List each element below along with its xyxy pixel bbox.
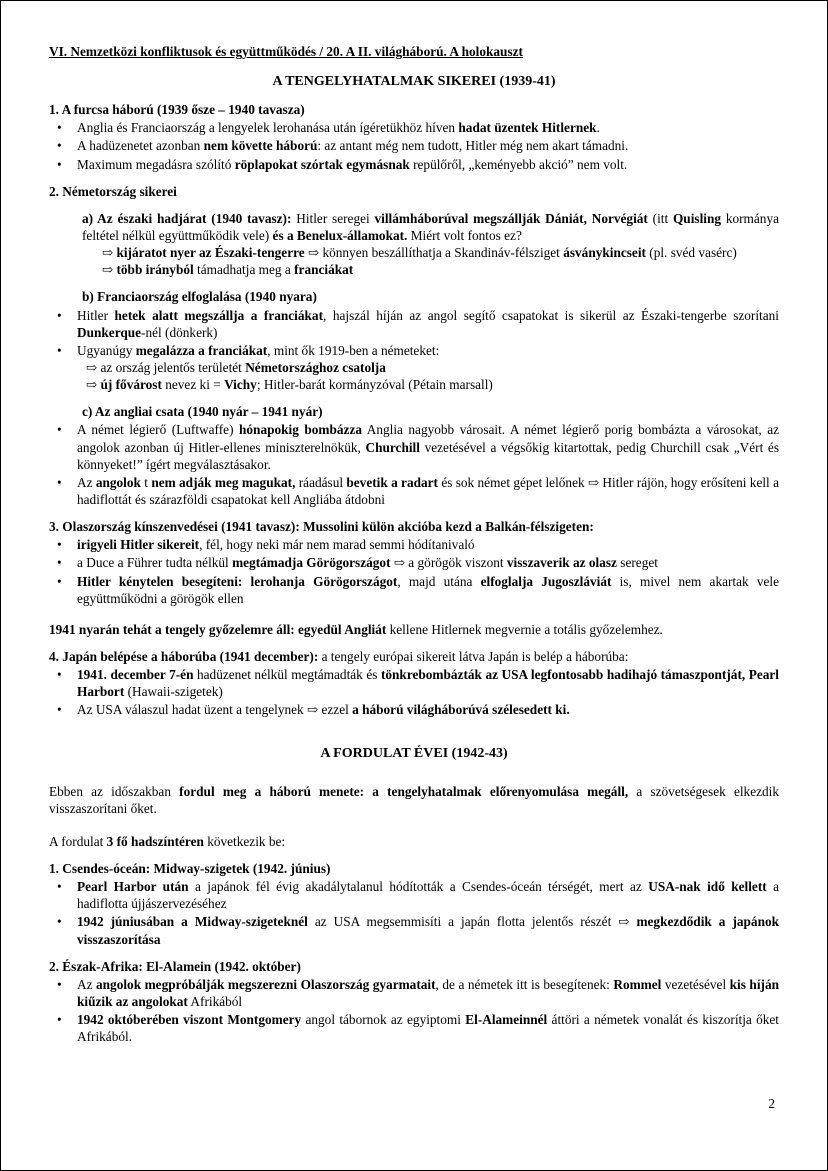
bold-text: több irányból: [116, 262, 194, 278]
body-text: vezetésével: [661, 976, 730, 992]
body-text: Hitler seregei: [291, 210, 375, 226]
body-text: t: [140, 474, 152, 490]
bold-text: a) Az északi hadjárat (1940 tavasz):: [82, 210, 292, 226]
bold-text: 1942 júniusában a Midway-szigeteknél: [77, 914, 308, 930]
body-text: -nél (dönkerk): [141, 324, 218, 340]
bold-text: hetek alatt megszállja a franciákat: [114, 307, 324, 323]
bold-text: és a Benelux-államokat.: [272, 228, 408, 244]
bold-text: Quisling: [672, 210, 722, 226]
arrow-line: [102, 261, 779, 278]
body-text: Az: [77, 976, 97, 992]
bold-text: 3 fő hadszíntéren: [106, 833, 204, 849]
body-text: a tengely európai sikereit látva Japán is belép a háborúba:: [318, 648, 629, 664]
bold-text: 3. Olaszország kínszenvedései (1941 tavasz): Mussolini külön akcióba kezd a Balkán-félszigeten:: [49, 519, 594, 535]
bold-text: angolok: [95, 474, 141, 490]
bold-text: 2. Észak-Afrika: El-Alamein (1942. október): [49, 958, 301, 974]
bold-text: kijáratot nyer az Északi-tengerre: [116, 245, 305, 261]
bold-text: elfoglalja Jugoszláviát: [480, 573, 612, 589]
body-text: (Hawaii-szigetek): [124, 684, 223, 700]
bold-text: megalázza a franciákat: [135, 342, 268, 358]
body-text: a szövetségesek elkezdik visszaszorítani őket.: [49, 783, 780, 816]
body-text: áttöri a németek vonalát és kiszorítja őket Afrikából.: [77, 1012, 779, 1045]
body-text: Hitler: [77, 307, 115, 323]
bullet-icon: •: [57, 573, 62, 589]
bold-text: röplapokat szórtak egymásnak: [234, 156, 410, 172]
body-text: repülőről, „keményebb akció” nem volt.: [409, 156, 628, 172]
bold-text: Hitler kénytelen besegíteni: lerohanja Görögországot: [77, 573, 398, 589]
numbered-heading: [49, 958, 779, 975]
body-text: A hadüzenetet azonban: [77, 138, 204, 154]
bullet-item: [49, 554, 779, 571]
body-text: következik be:: [203, 833, 286, 849]
bold-text: A FORDULAT ÉVEI (1942-43): [320, 745, 508, 761]
bullet-icon: •: [57, 156, 62, 172]
bold-text: USA-nak idő kellett: [648, 879, 767, 895]
bold-text: franciákat: [294, 262, 354, 278]
body-text: és sok német gépet lelőnek ⇨ Hitler rájön, hogy erősíteni kell a hadiflottát és szárazföldi csapatokat kell Angliába átdobni: [77, 474, 779, 507]
bold-text: megtámadja Görögországot: [232, 555, 391, 571]
bold-text: kis híján kiűzik az angolokat: [77, 976, 779, 1009]
bold-text: A TENGELYHATALMAK SIKEREI (1939-41): [272, 74, 556, 90]
body-text: vezetésével a végsőkig kitartottak, pedig Churchill csak „Vért és könnyeket!” ígért megválasztásakor.: [77, 439, 779, 472]
bullet-item: [49, 573, 779, 607]
bold-text: 1. A furcsa háború (1939 ősze – 1940 tavasza): [49, 102, 305, 118]
bold-text: hadat üzentek Hitlernek: [458, 120, 597, 136]
bold-text: El-Alameinnél: [465, 1012, 548, 1028]
page-number: 2: [768, 1095, 775, 1111]
body-text: Afrikából: [187, 994, 243, 1009]
body-text: sereget: [616, 555, 658, 571]
body-text: ⇨ az ország jelentős területét: [86, 360, 246, 376]
document-header: VI. Nemzetközi konfliktusok és együttműködés / 20. A II. világháború. A holokauszt: [49, 44, 523, 59]
bullet-item: [49, 878, 779, 912]
bullet-icon: •: [57, 976, 62, 992]
body-text: Ugyanúgy: [77, 342, 136, 358]
bold-text: 1942 októberében viszont Montgomery: [77, 1012, 302, 1028]
numbered-heading: [49, 101, 779, 118]
body-text: , fél, hogy neki már nem marad semmi hódítanivaló: [199, 537, 475, 553]
bullet-icon: •: [57, 914, 62, 930]
bullet-item: [49, 666, 779, 700]
document-body: [49, 73, 779, 1045]
bold-text: 1. Csendes-óceán: Midway-szigetek (1942. június): [49, 861, 331, 877]
body-text: is, mivel nem akartak vele együttműködni a görögök ellen: [77, 573, 780, 606]
body-text: kormánya feltétel nélkül együttműködik vele): [82, 210, 779, 244]
paragraph: [49, 621, 779, 638]
bullet-item: [49, 913, 779, 947]
bold-text: nem adják meg magukat,: [151, 474, 296, 490]
body-text: ⇨: [102, 245, 117, 261]
body-text: Ebben az időszakban: [49, 783, 180, 799]
body-text: Miért volt fontos ez?: [407, 228, 522, 244]
body-text: Anglia nagyobb városait. A német légierő porig bombázta a városokat, az angolok azonban új Hitler-ellenes miniszterelnökük,: [77, 422, 780, 455]
bullet-icon: •: [57, 342, 62, 358]
bold-text: c) Az angliai csata (1940 nyár – 1941 nyár): [82, 404, 323, 420]
bullet-icon: •: [57, 422, 62, 438]
sub-heading: [82, 288, 779, 305]
bold-text: Vichy: [224, 377, 257, 393]
bold-text: megkezdődik a japánok visszaszorítása: [77, 914, 780, 947]
bullet-icon: •: [57, 138, 62, 154]
bullet-item: [49, 137, 779, 154]
bold-text: ásványkincseit: [563, 245, 646, 261]
body-text: az USA megsemmisíti a japán flotta jelentős részét ⇨: [307, 914, 637, 930]
bullet-icon: •: [57, 555, 62, 571]
bullet-item: [49, 342, 779, 359]
bullet-item: [49, 976, 779, 1010]
bold-text: Rommel: [613, 976, 662, 992]
bullet-icon: •: [57, 537, 62, 553]
numbered-heading: [49, 648, 779, 665]
body-text: , de a németek itt is besegítenek:: [435, 976, 614, 992]
bullet-icon: •: [57, 120, 62, 136]
bold-text: a háború világháborúvá szélesedett ki.: [352, 702, 570, 718]
bullet-item: [49, 421, 779, 472]
bullet-item: [49, 156, 779, 173]
bold-text: 1941 nyarán tehát a tengely győzelemre áll: egyedül Angliát: [49, 621, 387, 637]
body-text: ⇨: [86, 377, 101, 393]
bullet-icon: •: [57, 702, 62, 718]
body-text: : az antant még nem tudott, Hitler még nem akart támadni.: [317, 138, 629, 154]
numbered-heading: [49, 183, 779, 200]
body-text: Maximum megadásra szólító: [77, 156, 235, 172]
body-text: (pl. svéd vasérc): [645, 245, 737, 261]
bullet-icon: •: [57, 1012, 62, 1028]
body-text: A német légierő (Luftwaffe): [77, 422, 239, 438]
body-text: (itt: [647, 210, 673, 226]
section-title: [49, 745, 779, 763]
bold-text: bevetik a radart: [346, 474, 438, 490]
bullet-item: [49, 307, 779, 341]
body-text: Az: [77, 474, 96, 490]
arrow-line: [102, 244, 779, 261]
bold-text: fordul meg a háború menete: a tengelyhatalmak előrenyomulása megáll,: [179, 783, 629, 799]
bullet-item: [49, 474, 779, 508]
body-text: ⇨ könnyen beszállíthatja a Skandináv-félsziget: [304, 245, 564, 261]
body-text: .: [596, 120, 600, 136]
bold-text: b) Franciaország elfoglalása (1940 nyara): [82, 289, 317, 305]
bullet-item: [49, 701, 779, 718]
section-title: [49, 73, 779, 91]
bold-text: visszaverik az olasz: [506, 555, 617, 571]
bold-text: hónapokig bombázza: [239, 422, 362, 438]
body-text: a Duce a Führer tudta nélkül: [77, 555, 233, 571]
paragraph: [49, 783, 779, 817]
bold-text: új fővárost: [100, 377, 162, 393]
body-text: nevez ki =: [161, 377, 225, 393]
bold-text: irigyeli Hitler sikereit: [77, 537, 200, 553]
bullet-icon: •: [57, 667, 62, 683]
bullet-icon: •: [57, 474, 62, 490]
numbered-heading: [49, 860, 779, 877]
body-text: a japánok fél évig akadálytalanul hódították a Csendes-óceán térségét, mert az: [188, 879, 649, 895]
body-text: A fordulat: [49, 833, 107, 849]
bullet-item: [49, 1011, 779, 1045]
arrow-line: [86, 376, 779, 393]
bold-text: nem követte háború: [203, 138, 318, 154]
bullet-item: [49, 119, 779, 136]
body-text: , mint ők 1919-ben a németeket:: [267, 342, 440, 358]
bold-text: villámháborúval megszállják Dániát, Norvégiát: [374, 210, 648, 226]
bold-text: Németországhoz csatolja: [245, 360, 386, 376]
bullet-item: [49, 536, 779, 553]
body-text: ; Hitler-barát kormányzóval (Pétain marsall): [256, 377, 493, 393]
body-text: hadüzenet nélkül megtámadták és: [193, 667, 381, 683]
body-text: ⇨ a görögök viszont: [390, 555, 507, 571]
bold-text: angolok megpróbálják megszerezni Olaszország gyarmatait: [96, 976, 436, 992]
body-text: angol tábornok az egyiptomi: [301, 1012, 466, 1028]
body-text: ráadásul: [295, 474, 347, 490]
bullet-icon: •: [57, 879, 62, 895]
body-text: , hajszál híján az angol segítő csapatokat is sikerül az Északi-tengerbe szorítani: [323, 307, 779, 323]
sub-heading: [82, 210, 779, 244]
bold-text: Pearl Harbor után: [77, 879, 189, 895]
bullet-icon: •: [57, 307, 62, 323]
arrow-line: [86, 359, 779, 376]
bold-text: 4. Japán belépése a háborúba (1941 december):: [49, 648, 319, 664]
body-text: , majd utána: [397, 573, 481, 589]
bold-text: 1941. december 7-én: [77, 667, 194, 683]
body-text: a hadiflotta újjászervezéséhez: [77, 879, 779, 912]
body-text: kellene Hitlernek megvernie a totális győzelemhez.: [386, 621, 663, 637]
body-text: ⇨: [102, 262, 117, 278]
bold-text: Dunkerque: [77, 324, 142, 340]
paragraph: [49, 833, 779, 850]
body-text: Anglia és Franciaország a lengyelek lerohanása után ígéretükhöz híven: [77, 120, 459, 136]
bold-text: 2. Németország sikerei: [49, 183, 177, 199]
body-text: Az USA válaszul hadat üzent a tengelynek ⇨ ezzel: [77, 702, 353, 718]
bold-text: tönkrebombázták az USA legfontosabb hadihajó támaszpontját, Pearl Harbort: [77, 667, 779, 700]
bold-text: Churchill: [365, 439, 420, 455]
numbered-heading: [49, 518, 779, 535]
sub-heading: [82, 403, 779, 420]
body-text: támadhatja meg a: [193, 262, 295, 278]
